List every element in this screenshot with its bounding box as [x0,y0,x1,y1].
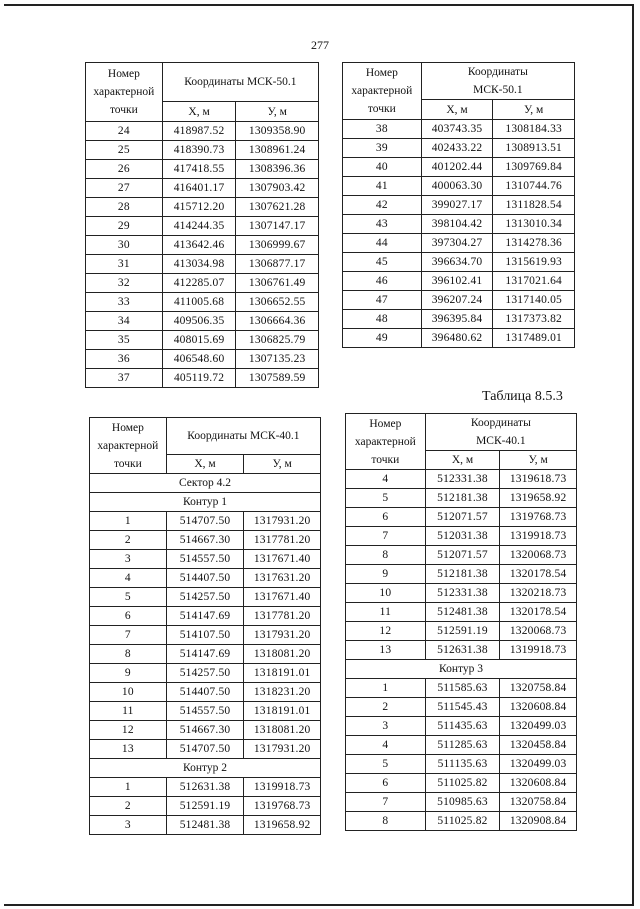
point-number-cell: 43 [343,215,422,234]
x-coordinate-cell: 408015.69 [162,331,236,350]
header-coordinates: Координаты МСК-50.1 [162,63,318,102]
header-coordinates: Координаты МСК-40.1 [166,418,320,455]
y-coordinate-cell: 1320499.03 [500,755,577,774]
table-row [346,641,577,660]
point-number-cell: 2 [90,531,167,550]
y-coordinate-cell: 1317373.82 [493,310,575,329]
y-coordinate-cell: 1306664.36 [236,312,319,331]
x-coordinate-cell: 512591.19 [425,622,500,641]
point-number-cell: 5 [346,755,426,774]
y-coordinate-cell: 1317631.20 [244,569,321,588]
table-row [90,531,321,550]
point-number-cell: 25 [86,141,163,160]
x-coordinate-cell: 514407.50 [166,569,244,588]
point-number-cell: 7 [346,527,426,546]
table-row [343,234,575,253]
x-coordinate-cell: 512481.38 [425,603,500,622]
point-number-cell: 11 [90,702,167,721]
y-coordinate-cell: 1306652.55 [236,293,319,312]
y-coordinate-cell: 1319918.73 [244,778,321,797]
table-row [86,236,319,255]
y-coordinate-cell: 1319768.73 [500,508,577,527]
header-x: X, м [425,451,500,470]
header-coordinates: Координаты МСК-50.1 [421,63,574,100]
header-y: У, м [244,455,321,474]
point-number-cell: 5 [90,588,167,607]
table-row [90,683,321,702]
point-number-cell: 27 [86,179,163,198]
y-coordinate-cell: 1318081.20 [244,721,321,740]
point-number-cell: 13 [90,740,167,759]
x-coordinate-cell: 400063.30 [421,177,493,196]
table-row [343,139,575,158]
x-coordinate-cell: 418987.52 [162,122,236,141]
x-coordinate-cell: 514147.69 [166,645,244,664]
table-row [90,702,321,721]
table-row [90,721,321,740]
x-coordinate-cell: 417418.55 [162,160,236,179]
table-row [343,177,575,196]
table-row [86,179,319,198]
y-coordinate-cell: 1306999.67 [236,236,319,255]
y-coordinate-cell: 1320908.84 [500,812,577,831]
table-row [86,255,319,274]
table-row [346,603,577,622]
coordinates-table-4 [345,413,577,831]
y-coordinate-cell: 1306761.49 [236,274,319,293]
header-y: У, м [493,100,575,120]
table-row [90,569,321,588]
table-row [90,550,321,569]
x-coordinate-cell: 412285.07 [162,274,236,293]
point-number-cell: 44 [343,234,422,253]
x-coordinate-cell: 411005.68 [162,293,236,312]
table-row [346,489,577,508]
x-coordinate-cell: 413034.98 [162,255,236,274]
point-number-cell: 12 [346,622,426,641]
table-caption: Таблица 8.5.3 [482,389,563,404]
table-row [90,740,321,759]
y-coordinate-cell: 1320499.03 [500,717,577,736]
table-row [86,312,319,331]
point-number-cell: 9 [346,565,426,584]
x-coordinate-cell: 511285.63 [425,736,500,755]
point-number-cell: 6 [346,774,426,793]
x-coordinate-cell: 409506.35 [162,312,236,331]
point-number-cell: 29 [86,217,163,236]
x-coordinate-cell: 512591.19 [166,797,244,816]
point-number-cell: 46 [343,272,422,291]
table-row [90,607,321,626]
contour-label: Контур 3 [346,660,577,679]
table-row [86,160,319,179]
y-coordinate-cell: 1317140.05 [493,291,575,310]
point-number-cell: 31 [86,255,163,274]
x-coordinate-cell: 396207.24 [421,291,493,310]
x-coordinate-cell: 512181.38 [425,565,500,584]
point-number-cell: 10 [346,584,426,603]
x-coordinate-cell: 396102.41 [421,272,493,291]
point-number-cell: 45 [343,253,422,272]
x-coordinate-cell: 514557.50 [166,702,244,721]
y-coordinate-cell: 1320178.54 [500,565,577,584]
y-coordinate-cell: 1311828.54 [493,196,575,215]
y-coordinate-cell: 1317781.20 [244,607,321,626]
table-row [343,329,575,348]
table-row [86,293,319,312]
point-number-cell: 7 [346,793,426,812]
y-coordinate-cell: 1307135.23 [236,350,319,369]
point-number-cell: 1 [346,679,426,698]
y-coordinate-cell: 1307903.42 [236,179,319,198]
table-row [90,664,321,683]
x-coordinate-cell: 415712.20 [162,198,236,217]
x-coordinate-cell: 514707.50 [166,740,244,759]
table-row [86,141,319,160]
point-number-cell: 47 [343,291,422,310]
x-coordinate-cell: 398104.42 [421,215,493,234]
point-number-cell: 48 [343,310,422,329]
point-number-cell: 4 [346,470,426,489]
table-row [346,622,577,641]
x-coordinate-cell: 403743.35 [421,120,493,139]
point-number-cell: 33 [86,293,163,312]
x-coordinate-cell: 402433.22 [421,139,493,158]
table-row [86,274,319,293]
contour-label: Контур 1 [90,493,321,512]
coordinates-table-1 [85,62,319,388]
y-coordinate-cell: 1310744.76 [493,177,575,196]
x-coordinate-cell: 512481.38 [166,816,244,835]
x-coordinate-cell: 514147.69 [166,607,244,626]
point-number-cell: 40 [343,158,422,177]
point-number-cell: 2 [90,797,167,816]
y-coordinate-cell: 1317489.01 [493,329,575,348]
y-coordinate-cell: 1319658.92 [244,816,321,835]
point-number-cell: 6 [346,508,426,527]
point-number-cell: 12 [90,721,167,740]
point-number-cell: 10 [90,683,167,702]
table-row [343,291,575,310]
x-coordinate-cell: 512071.57 [425,546,500,565]
y-coordinate-cell: 1320218.73 [500,584,577,603]
point-number-cell: 8 [346,546,426,565]
y-coordinate-cell: 1318191.01 [244,702,321,721]
point-number-cell: 4 [346,736,426,755]
point-number-cell: 41 [343,177,422,196]
point-number-cell: 4 [90,569,167,588]
y-coordinate-cell: 1308184.33 [493,120,575,139]
x-coordinate-cell: 514667.30 [166,531,244,550]
y-coordinate-cell: 1317931.20 [244,512,321,531]
x-coordinate-cell: 511545.43 [425,698,500,717]
y-coordinate-cell: 1320068.73 [500,622,577,641]
table-row [90,816,321,835]
table-row [346,470,577,489]
x-coordinate-cell: 511025.82 [425,774,500,793]
x-coordinate-cell: 396480.62 [421,329,493,348]
x-coordinate-cell: 511585.63 [425,679,500,698]
table-row [343,253,575,272]
table-row [86,122,319,141]
page-number: 277 [311,38,329,52]
point-number-cell: 5 [346,489,426,508]
y-coordinate-cell: 1317931.20 [244,626,321,645]
y-coordinate-cell: 1319918.73 [500,641,577,660]
point-number-cell: 37 [86,369,163,388]
table-row [346,679,577,698]
point-number-cell: 36 [86,350,163,369]
y-coordinate-cell: 1309358.90 [236,122,319,141]
header-x: X, м [162,102,236,122]
header-y: У, м [236,102,319,122]
x-coordinate-cell: 399027.17 [421,196,493,215]
table-row [343,215,575,234]
x-coordinate-cell: 511435.63 [425,717,500,736]
y-coordinate-cell: 1319768.73 [244,797,321,816]
table-row [346,698,577,717]
x-coordinate-cell: 514557.50 [166,550,244,569]
table-row [343,158,575,177]
y-coordinate-cell: 1306877.17 [236,255,319,274]
header-point-number: Номер характерной точки [343,63,422,120]
x-coordinate-cell: 512031.38 [425,527,500,546]
y-coordinate-cell: 1308913.51 [493,139,575,158]
table-row [90,512,321,531]
x-coordinate-cell: 511135.63 [425,755,500,774]
table-row [346,774,577,793]
point-number-cell: 34 [86,312,163,331]
point-number-cell: 28 [86,198,163,217]
table-row [346,812,577,831]
y-coordinate-cell: 1320068.73 [500,546,577,565]
header-x: X, м [166,455,244,474]
x-coordinate-cell: 413642.46 [162,236,236,255]
table-row [343,310,575,329]
x-coordinate-cell: 406548.60 [162,350,236,369]
x-coordinate-cell: 512181.38 [425,489,500,508]
y-coordinate-cell: 1314278.36 [493,234,575,253]
contour-label: Контур 2 [90,759,321,778]
x-coordinate-cell: 414244.35 [162,217,236,236]
table-row [346,793,577,812]
point-number-cell: 9 [90,664,167,683]
point-number-cell: 1 [90,778,167,797]
header-point-number: Номер характерной точки [86,63,163,122]
table-row [346,584,577,603]
point-number-cell: 32 [86,274,163,293]
y-coordinate-cell: 1307589.59 [236,369,319,388]
table-row [346,546,577,565]
y-coordinate-cell: 1317021.64 [493,272,575,291]
y-coordinate-cell: 1308396.36 [236,160,319,179]
table-row [90,588,321,607]
table-row [346,717,577,736]
point-number-cell: 13 [346,641,426,660]
y-coordinate-cell: 1317931.20 [244,740,321,759]
x-coordinate-cell: 396395.84 [421,310,493,329]
table-row [346,736,577,755]
table-row [343,120,575,139]
x-coordinate-cell: 512071.57 [425,508,500,527]
x-coordinate-cell: 405119.72 [162,369,236,388]
table-row [346,527,577,546]
table-row [86,350,319,369]
header-x: X, м [421,100,493,120]
point-number-cell: 26 [86,160,163,179]
y-coordinate-cell: 1320608.84 [500,698,577,717]
header-point-number: Номер характерной точки [90,418,167,474]
x-coordinate-cell: 514667.30 [166,721,244,740]
table-row [90,778,321,797]
point-number-cell: 30 [86,236,163,255]
point-number-cell: 3 [346,717,426,736]
point-number-cell: 39 [343,139,422,158]
coordinates-table-2 [342,62,575,348]
y-coordinate-cell: 1309769.84 [493,158,575,177]
header-point-number: Номер характерной точки [346,414,426,470]
table-row [86,198,319,217]
x-coordinate-cell: 510985.63 [425,793,500,812]
point-number-cell: 24 [86,122,163,141]
point-number-cell: 6 [90,607,167,626]
x-coordinate-cell: 512631.38 [166,778,244,797]
y-coordinate-cell: 1319618.73 [500,470,577,489]
sector-label: Сектор 4.2 [90,474,321,493]
table-row [346,508,577,527]
y-coordinate-cell: 1318191.01 [244,664,321,683]
table-row [86,331,319,350]
point-number-cell: 38 [343,120,422,139]
table-row [86,217,319,236]
y-coordinate-cell: 1313010.34 [493,215,575,234]
y-coordinate-cell: 1317671.40 [244,588,321,607]
point-number-cell: 3 [90,816,167,835]
table-row [86,369,319,388]
x-coordinate-cell: 512631.38 [425,641,500,660]
table-row [346,565,577,584]
x-coordinate-cell: 511025.82 [425,812,500,831]
x-coordinate-cell: 512331.38 [425,584,500,603]
y-coordinate-cell: 1306825.79 [236,331,319,350]
table-row [343,272,575,291]
y-coordinate-cell: 1317781.20 [244,531,321,550]
point-number-cell: 49 [343,329,422,348]
y-coordinate-cell: 1320178.54 [500,603,577,622]
x-coordinate-cell: 512331.38 [425,470,500,489]
y-coordinate-cell: 1315619.93 [493,253,575,272]
y-coordinate-cell: 1320758.84 [500,793,577,812]
table-row [90,626,321,645]
point-number-cell: 3 [90,550,167,569]
table-row [90,645,321,664]
x-coordinate-cell: 514257.50 [166,588,244,607]
x-coordinate-cell: 418390.73 [162,141,236,160]
x-coordinate-cell: 514707.50 [166,512,244,531]
point-number-cell: 8 [90,645,167,664]
x-coordinate-cell: 514407.50 [166,683,244,702]
point-number-cell: 42 [343,196,422,215]
y-coordinate-cell: 1318081.20 [244,645,321,664]
table-row [346,755,577,774]
coordinates-table-3 [89,417,321,835]
point-number-cell: 35 [86,331,163,350]
table-row [90,797,321,816]
point-number-cell: 8 [346,812,426,831]
x-coordinate-cell: 396634.70 [421,253,493,272]
point-number-cell: 2 [346,698,426,717]
point-number-cell: 7 [90,626,167,645]
y-coordinate-cell: 1319658.92 [500,489,577,508]
x-coordinate-cell: 416401.17 [162,179,236,198]
header-y: У, м [500,451,577,470]
point-number-cell: 11 [346,603,426,622]
y-coordinate-cell: 1320758.84 [500,679,577,698]
y-coordinate-cell: 1319918.73 [500,527,577,546]
y-coordinate-cell: 1320458.84 [500,736,577,755]
y-coordinate-cell: 1307621.28 [236,198,319,217]
y-coordinate-cell: 1318231.20 [244,683,321,702]
x-coordinate-cell: 514107.50 [166,626,244,645]
x-coordinate-cell: 401202.44 [421,158,493,177]
table-row [343,196,575,215]
y-coordinate-cell: 1308961.24 [236,141,319,160]
header-coordinates: Координаты МСК-40.1 [425,414,576,451]
x-coordinate-cell: 397304.27 [421,234,493,253]
y-coordinate-cell: 1320608.84 [500,774,577,793]
point-number-cell: 1 [90,512,167,531]
y-coordinate-cell: 1317671.40 [244,550,321,569]
y-coordinate-cell: 1307147.17 [236,217,319,236]
x-coordinate-cell: 514257.50 [166,664,244,683]
